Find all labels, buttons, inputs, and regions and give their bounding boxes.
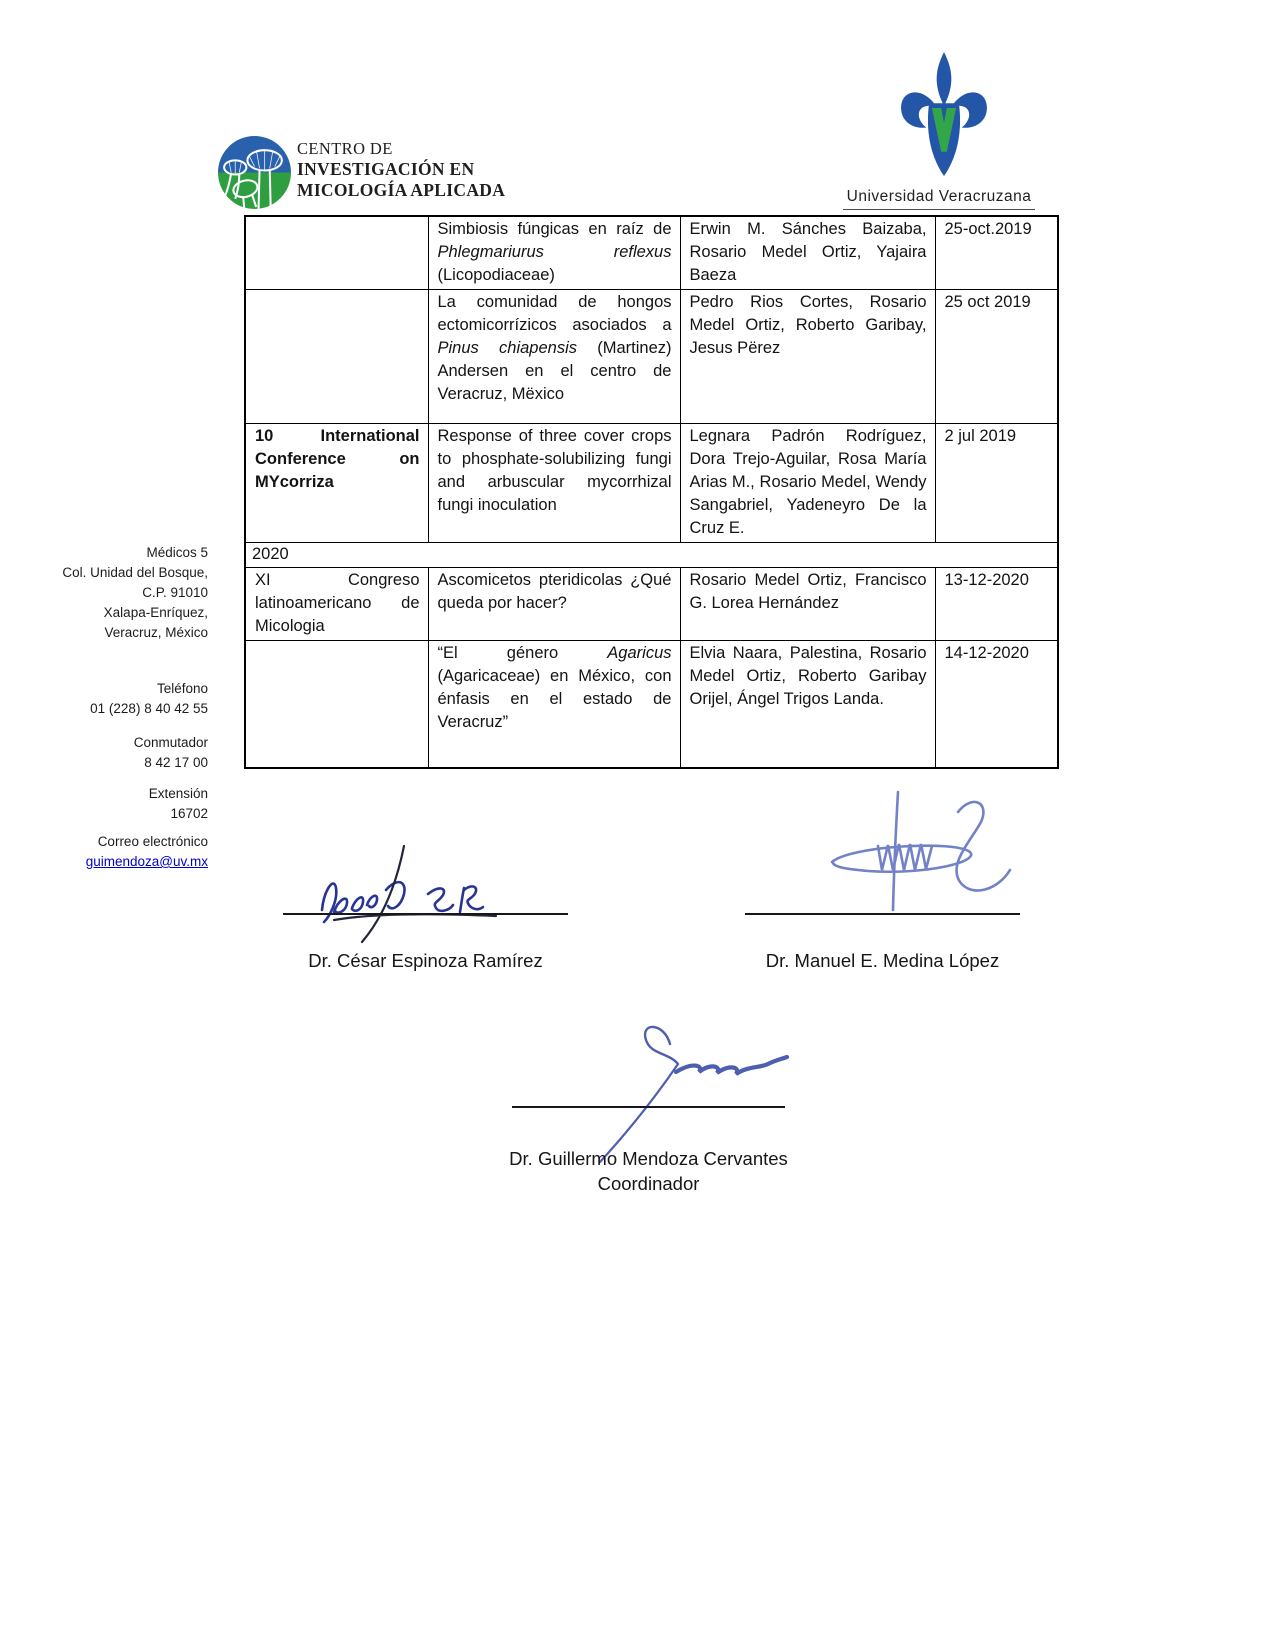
table-cell: Simbiosis fúngicas en raíz de Phlegmariurus reflexus (Licopodiaceae)	[428, 216, 680, 290]
phone-block	[40, 679, 208, 719]
year-row	[245, 543, 1058, 568]
table-cell: Ascomicetos pteridicolas ¿Qué queda por hacer?	[428, 568, 680, 641]
table-row	[245, 424, 1058, 543]
extension-label: Extensión	[148, 786, 208, 801]
table-cell	[245, 290, 428, 424]
phone-number: 01 (228) 8 40 42 55	[90, 701, 208, 716]
switchboard-label: Conmutador	[133, 735, 208, 750]
uv-wordmark: Universidad Veracruzana	[843, 188, 1035, 210]
table-cell: La comunidad de hongos ectomicorrízicos asociados a Pinus chiapensis (Martinez) Andersen en el centro de Veracruz, Mëxico	[428, 290, 680, 424]
signer-name: Dr. César Espinoza Ramírez	[308, 950, 543, 971]
table-row	[245, 290, 1058, 424]
switchboard-block	[40, 733, 208, 773]
table-cell: 25-oct.2019	[935, 216, 1058, 290]
table-cell	[245, 641, 428, 768]
contact-sidebar	[40, 543, 208, 872]
email-block	[40, 832, 208, 872]
table-cell: “El género Agaricus (Agaricaceae) en México, con énfasis en el estado de Veracruz”	[428, 641, 680, 768]
table-cell: Pedro Rios Cortes, Rosario Medel Ortiz, Roberto Garibay, Jesus Përez	[680, 290, 935, 424]
publications-table-body	[245, 216, 1058, 768]
table-cell: 2 jul 2019	[935, 424, 1058, 543]
table-cell: 13-12-2020	[935, 568, 1058, 641]
table-cell: Legnara Padrón Rodríguez, Dora Trejo-Aguilar, Rosa María Arias M., Rosario Medel, Wendy Sangabriel, Yadeneyro De la Cruz E.	[680, 424, 935, 543]
address-line: Col. Unidad del Bosque,	[62, 565, 208, 580]
table-cell: Rosario Medel Ortiz, Francisco G. Lorea Hernández	[680, 568, 935, 641]
email-label: Correo electrónico	[97, 834, 208, 849]
address-line: Veracruz, México	[104, 625, 208, 640]
cima-name-line: INVESTIGACIÓN EN	[297, 159, 475, 179]
signer-title: Coordinador	[597, 1173, 700, 1194]
extension-number: 16702	[170, 806, 208, 821]
year-cell: 2020	[245, 543, 1058, 568]
extension-block	[40, 784, 208, 824]
email-link[interactable]: guimendoza@uv.mx	[85, 854, 208, 869]
table-cell	[245, 216, 428, 290]
signature-manuel-medina	[800, 782, 1030, 920]
address-block	[40, 543, 208, 643]
address-line: Xalapa-Enríquez,	[103, 605, 208, 620]
signature-line	[745, 913, 1020, 915]
table-row	[245, 641, 1058, 768]
signature-line	[283, 913, 568, 915]
table-cell: Erwin M. Sánches Baizaba, Rosario Medel Ortiz, Yajaira Baeza	[680, 216, 935, 290]
cima-mushroom-logo	[218, 136, 291, 209]
uv-fleur-logo	[897, 52, 991, 190]
signature-guillermo-mendoza	[552, 1010, 802, 1168]
cima-name-line: MICOLOGÍA APLICADA	[297, 180, 506, 200]
table-row	[245, 568, 1058, 641]
signer-name: Dr. Manuel E. Medina López	[765, 950, 1000, 971]
table-cell: 14-12-2020	[935, 641, 1058, 768]
cima-name	[297, 139, 505, 201]
cima-name-line: CENTRO DE	[297, 139, 393, 158]
publications-table	[244, 215, 1059, 769]
table-cell: XI Congreso latinoamericano de Micologia	[245, 568, 428, 641]
table-cell: 25 oct 2019	[935, 290, 1058, 424]
switchboard-number: 8 42 17 00	[144, 755, 208, 770]
table-cell: Elvia Naara, Palestina, Rosario Medel Ortiz, Roberto Garibay Orijel, Ángel Trigos Landa.	[680, 641, 935, 768]
address-line: Médicos 5	[146, 545, 208, 560]
signature-cesar-espinoza	[300, 832, 560, 947]
address-line: C.P. 91010	[142, 585, 208, 600]
signer-name: Dr. Guillermo Mendoza Cervantes	[509, 1148, 788, 1169]
phone-label: Teléfono	[156, 681, 208, 696]
table-cell: Response of three cover crops to phosphate-solubilizing fungi and arbuscular mycorrhizal fungi inoculation	[428, 424, 680, 543]
signature-line	[512, 1106, 785, 1108]
table-row	[245, 216, 1058, 290]
table-cell: 10 International Conference on MYcorriza	[245, 424, 428, 543]
